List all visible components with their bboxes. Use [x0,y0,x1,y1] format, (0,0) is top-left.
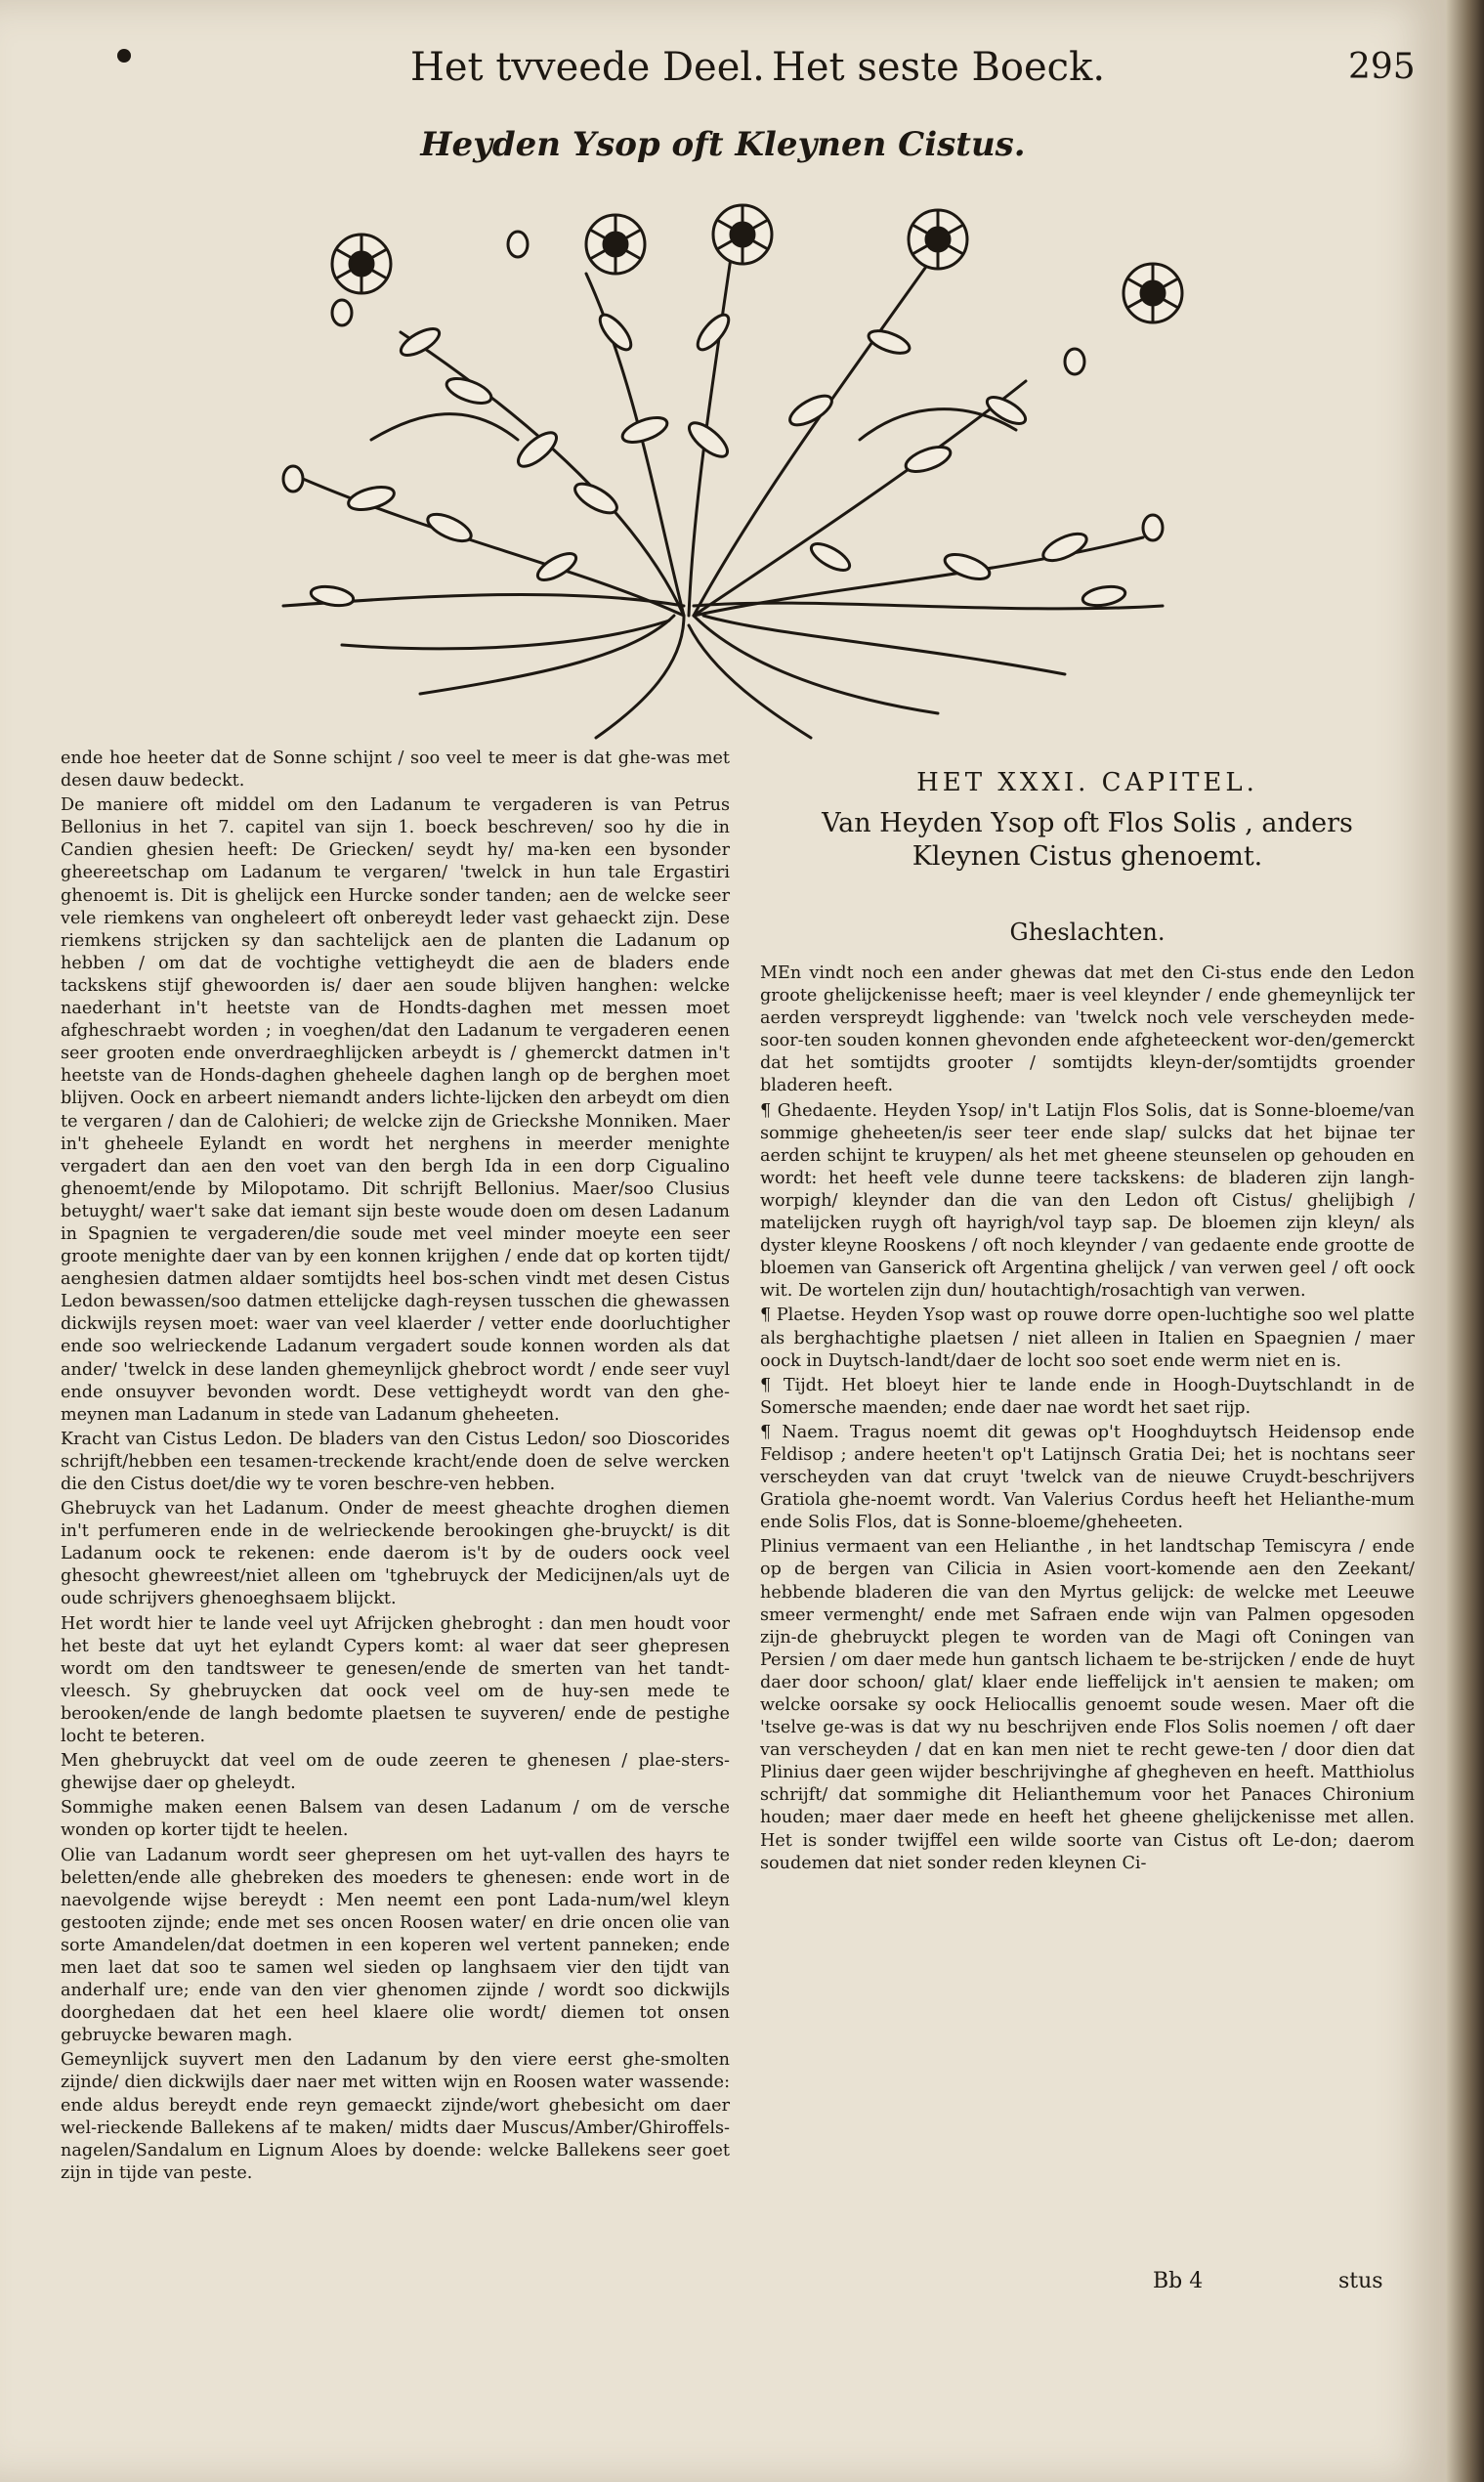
chapter-heading [760,768,1415,874]
plant-woodcut-illustration [225,186,1221,743]
paragraph: Kracht van Cistus Ledon. De bladers van den Cistus Ledon/ soo Dioscorides schrijft/hebben een tesamen-treckende kracht/ende doen de selve wercken die den Cistus doet/die wy te voren beschre-ven hebben. [61,1429,730,1494]
paragraph: Olie van Ladanum wordt seer ghepresen om het uyt-vallen des hayrs te beletten/ende alle ghebreken des moeders te ghenesen: ende wort in de naevolgende wijse bereydt : Men neemt een pont Lada-num/wel kleyn gestooten zijnde; ende met ses oncen Roosen water/ en drie oncen olie van sorte Amandelen/dat doetmen in een koperen wel vertent panneken; ende men laet dat soo te samen wel sieden op langhsaem vier den tijdt van anderhalf ure; ende van den vier ghenomen zijnde / wordt soo dickwijls doorghedaen dat het een heel klaere olie wordt/ diemen tot onsen gebruycke bewaren magh. [61,1845,730,2046]
paragraph: Ghebruyck van het Ladanum. Onder de meest gheachte droghen diemen in't perfumeren ende in de welrieckende berookingen ghe-bruyckt/ is dit Ladanum oock te rekenen: ende daerom is't by de ouders oock veel ghesocht ghewreest/niet alleen om 'tghebruyck der Medicijnen/als uyt de oude schrijvers ghenoeghsaem blijckt. [61,1499,730,1609]
paragraph: MEn vindt noch een ander ghewas dat met den Ci-stus ende den Ledon groote ghelijckenisse heeft; maer is veel kleynder / ende ghemeynlijck ter aerden verspreydt ligghende: van 'twelck noch vele verscheyden mede-soor-ten souden konnen ghevonden ende afgheteeckent wor-den/gemerckt dat het somtijdts grooter / somtijdts kleyn-der/somtijdts groender bladeren heeft. [760,963,1415,1096]
ink-dot [117,49,131,63]
right-text-column [760,963,1415,1877]
paragraph: Het wordt hier te lande veel uyt Afrijcken ghebroght : dan men houdt voor het beste dat uyt het eylandt Cypers komt: al waer dat seer ghepresen wordt om den tandtsweer te genesen/ende de smerten van het tandt-vleesch. Sy ghebruycken dat oock veel om de huy-sen mede te berooken/ende de langh bedomte plaetsen te suyveren/ ende de pestighe locht te beteren. [61,1613,730,1747]
header-book: Het seste Boeck. [772,45,1106,90]
chapter-title-line: Van Heyden Ysop oft Flos Solis , anders [822,808,1353,838]
paragraph: ¶ Ghedaente. Heyden Ysop/ in't Latijn Flos Solis, dat is Sonne-bloeme/van sommige gheheeten/is seer teer ende slap/ sulcks dat het bijnae ter aerden schijnt te kruypen/ als het met gheene steunselen op gehouden en wordt: het heeft vele dunne teere tackskens: de bladeren zijn langh-worpigh/ kleynder dan die van den Ledon oft Cistus/ ghelijbigh / matelijcken ruygh oft hayrigh/vol tayp sap. De bloemen zijn kleyn/ als dyster kleyne Rooskens / oft noch kleynder / van gedaente ende grootte de bloemen van Ganserick oft Argentina ghelijck / van verwen geel / oft oock wit. De wortelen zijn dun/ houtachtigh/rosachtigh van verwen. [760,1100,1415,1302]
catchword: stus [1338,2269,1383,2293]
paragraph: ¶ Naem. Tragus noemt dit gewas op't Hooghduytsch Heidensop ende Feldisop ; andere heeten't op't Latijnsch Gratia Dei; het is nochtans seer verscheyden van dat cruyt 'twelck van de nieuwe Cruydt-beschrijvers Gratiola ghe-noemt wordt. Van Valerius Cordus heeft het Helianthe-mum ende Solis Flos, dat is Sonne-bloeme/gheheeten. [760,1422,1415,1533]
paragraph: De maniere oft middel om den Ladanum te vergaderen is van Petrus Bellonius in het 7. capitel van sijn 1. boeck beschreven/ soo hy die in Candien ghesien heeft: De Griecken/ seydt hy/ ma-ken een bysonder gheereetschap om Ladanum te vergaren/ 'twelck in hun tale Ergastiri ghenoemt is. Dit is ghelijck een Hurcke sonder tanden; aen de welcke seer vele riemkens van ongheleert oft onbereydt leder vast gehaeckt zijn. Dese riemkens strijcken sy dan sachtelijck aen de planten die Ladanum op hebben / om dat de vochtighe vettigheydt die aen de bladers ende tackskens stijf ghewoorden is/ daer aen soude blijven hanghen: welcke naederhant in't heetste van de Hondts-daghen met messen moet afgheschraebt worden ; in voeghen/dat den Ladanum te vergaderen eenen seer grooten ende onverdraeghlijcken arbeydt is / ghemerckt datmen in't heetste van de Honds-daghen gheheele daghen langh op de berghen moet blijven. Oock en arbeert niemandt anders lichte-lijcken den arbeydt om dien te vergaren / dan de Calohieri; de welcke zijn de Grieckshe Monniken. Maer in't gheheele Eylandt en wordt het nerghens in meerder menighte vergadert dan aen den voet van den bergh Ida in een dorp Cigualino ghenoemt/ende by Milopotamo. Dit schrijft Bellonius. Maer/soo Clusius betuyght/ waer't sake dat iemant sijn beste woude doen om desen Ladanum in Spagnien te vergaderen/die soude met veel minder moeyte een seer groote menighte daer van by een konnen krijghen / ende dat op korten tijdt/ aenghesien datmen aldaer somtijdts heel bos-schen vindt met desen Cistus Ledon bewassen/soo datmen ettelijcke dagh-reysen tusschen die ghewassen dickwijls reysen moet: waer van veel klaerder / vetter ende doorluchtigher ende soo welrieckende Ladanum vergadert soude konnen worden als dat ander/ 'twelck in dese landen ghemeynlijck ghebroct wordt / ende seer vuyl ende onsuyver bevonden wordt. Dese vettigheydt wordt van den ghe-meynen man Ladanum in stede van Ladanum gheheeten. [61,795,730,1425]
illustration-title: Heyden Ysop oft Kleynen Cistus. [420,125,1026,164]
page-number: 295 [1348,47,1416,87]
page-edge-shadow [1446,0,1484,2482]
paragraph: ¶ Plaetse. Heyden Ysop wast op rouwe dorre open-luchtighe soo wel platte als berghachtighe plaetsen / niet alleen in Italien en Spaegnien / maer oock in Duytsch-landt/daer de locht soo soet ende werm niet en is. [760,1305,1415,1371]
chapter-title-line: Kleynen Cistus ghenoemt. [912,841,1263,872]
paragraph: Gemeynlijck suyvert men den Ladanum by den viere eerst ghe-smolten zijnde/ dien dickwijls daer naer met witten wijn en Roosen water wassende: ende aldus bereydt ende reyn gemaeckt zijnde/wort ghebesicht om daer wel-rieckende Ballekens af te maken/ midts daer Muscus/Amber/Ghiroffels-nagelen/Sandalum en Lignum Aloes by doende: welcke Ballekens seer goet zijn in tijde van peste. [61,2050,730,2183]
running-header [0,39,1446,107]
paragraph: Plinius vermaent van een Helianthe , in het landtschap Temiscyra / ende op de bergen van Cilicia in Asien voort-komende aen den Zeekant/ hebbende bladeren die van den Myrtus gelijck: de welcke met Leeuwe smeer vermenght/ ende met Safraen ende wijn van Palmen opgesoden zijn-de ghebruyckt plegen te worden van de Magi oft Coningen van Persien / om daer mede hun gantsch lichaem te be-strijcken / ende de huyt daer door schoon/ glat/ klaer ende lieffelijck in't aensien te maken; om welcke oorsake sy oock Heliocallis genoemt soude wesen. Maer oft die 'tselve ge-was is dat wy nu beschrijven ende Flos Solis noemen / oft daer van verscheyden / dat en kan men niet te recht gewe-ten / door dien dat Plinius daer geen wijder beschrijvinghe af ghegheven en heeft. Matthiolus schrijft/ dat sommighe dit Helianthemum voor het Panaces Chironium houden; maer daer mede en heeft het gheene ghelijckenisse met allen. Het is sonder twijffel een wilde soorte van Cistus oft Le-don; daerom soudemen dat niet sonder reden kleynen Ci- [760,1537,1415,1873]
signature-mark: Bb 4 [1153,2269,1204,2293]
page-footer [0,2269,1446,2308]
paragraph: Sommighe maken eenen Balsem van desen Ladanum / om de versche wonden op korter tijdt te heelen. [61,1798,730,1841]
left-text-column [61,748,730,2187]
paragraph: Men ghebruyckt dat veel om de oude zeeren te ghenesen / plae-sters-ghewijse daer op gheleydt. [61,1751,730,1794]
paragraph: ¶ Tijdt. Het bloeyt hier te lande ende in Hoogh-Duytschlandt in de Somersche maenden; ende daer nae wordt het saet rijp. [760,1375,1415,1418]
section-heading: Gheslachten. [1009,919,1166,946]
header-part: Het tvveede Deel. [410,45,765,90]
chapter-number: HET XXXI. CAPITEL. [916,768,1258,797]
paragraph: ende hoe heeter dat de Sonne schijnt / soo veel te meer is dat ghe-was met desen dauw bedeckt. [61,749,730,792]
